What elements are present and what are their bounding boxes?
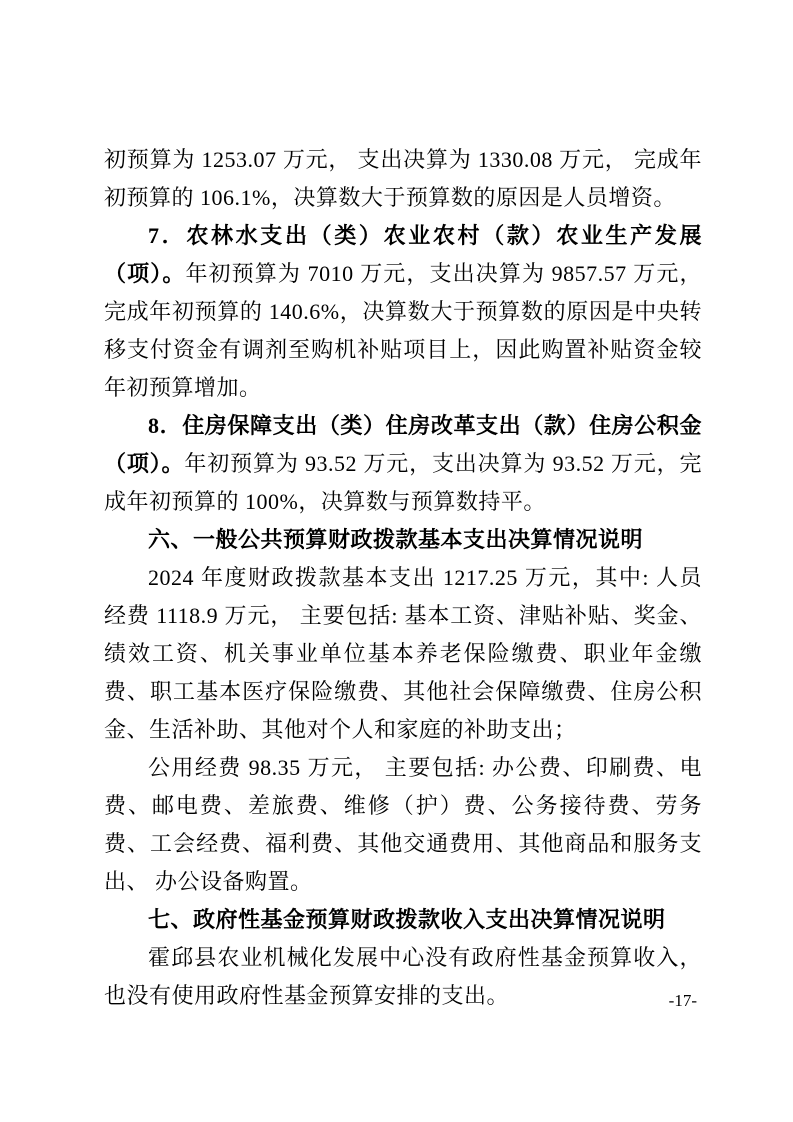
section-6-paragraph-1: 2024 年度财政拨款基本支出 1217.25 万元，其中: 人员经费 1118.9 万元， 主要包括: 基本工资、津贴补贴、奖金、绩效工资、机关事业单位基本养老保险缴费、职业年金缴费、职工基本医疗保险缴费、其他社会保障缴费、住房公积金、生活补助、其他对个人和家庭的补助支出；	[104, 565, 702, 742]
page-number: -17-	[668, 991, 697, 1010]
item-8-body: 年初预算为 93.52 万元，支出决算为 93.52 万元，完成年初预算的 100%，决算数与预算数持平。	[104, 451, 702, 514]
paragraph-item-7	[104, 217, 702, 407]
section-7-heading: 七、政府性基金预算财政拨款收入支出决算情况说明	[148, 907, 666, 932]
section-7-paragraph-1: 霍邱县农业机械化发展中心没有政府性基金预算收入，也没有使用政府性基金预算安排的支出。	[104, 945, 702, 1008]
item-8-heading: 8．住房保障支出（类）住房改革支出（款）住房公积金（项）。	[104, 413, 702, 476]
paragraph-continuation: 初预算为 1253.07 万元， 支出决算为 1330.08 万元， 完成年初预算的 106.1%，决算数大于预算数的原因是人员增资。	[104, 147, 702, 210]
item-7-heading: 7．农林水支出（类）农业农村（款）农业生产发展（项）。	[104, 223, 702, 286]
section-6-heading: 六、一般公共预算财政拨款基本支出决算情况说明	[148, 527, 644, 552]
paragraph-item-8	[104, 407, 702, 521]
document-body	[104, 141, 702, 1015]
section-6-paragraph-2: 公用经费 98.35 万元， 主要包括: 办公费、印刷费、电费、邮电费、差旅费、维修（护）费、公务接待费、劳务费、工会经费、福利费、其他交通费用、其他商品和服务支出、 办公设备购置。	[104, 755, 702, 894]
item-7-body: 年初预算为 7010 万元，支出决算为 9857.57 万元，完成年初预算的 140.6%，决算数大于预算数的原因是中央转移支付资金有调剂至购机补贴项目上，因此购置补贴资金较年初预算增加。	[104, 261, 702, 400]
